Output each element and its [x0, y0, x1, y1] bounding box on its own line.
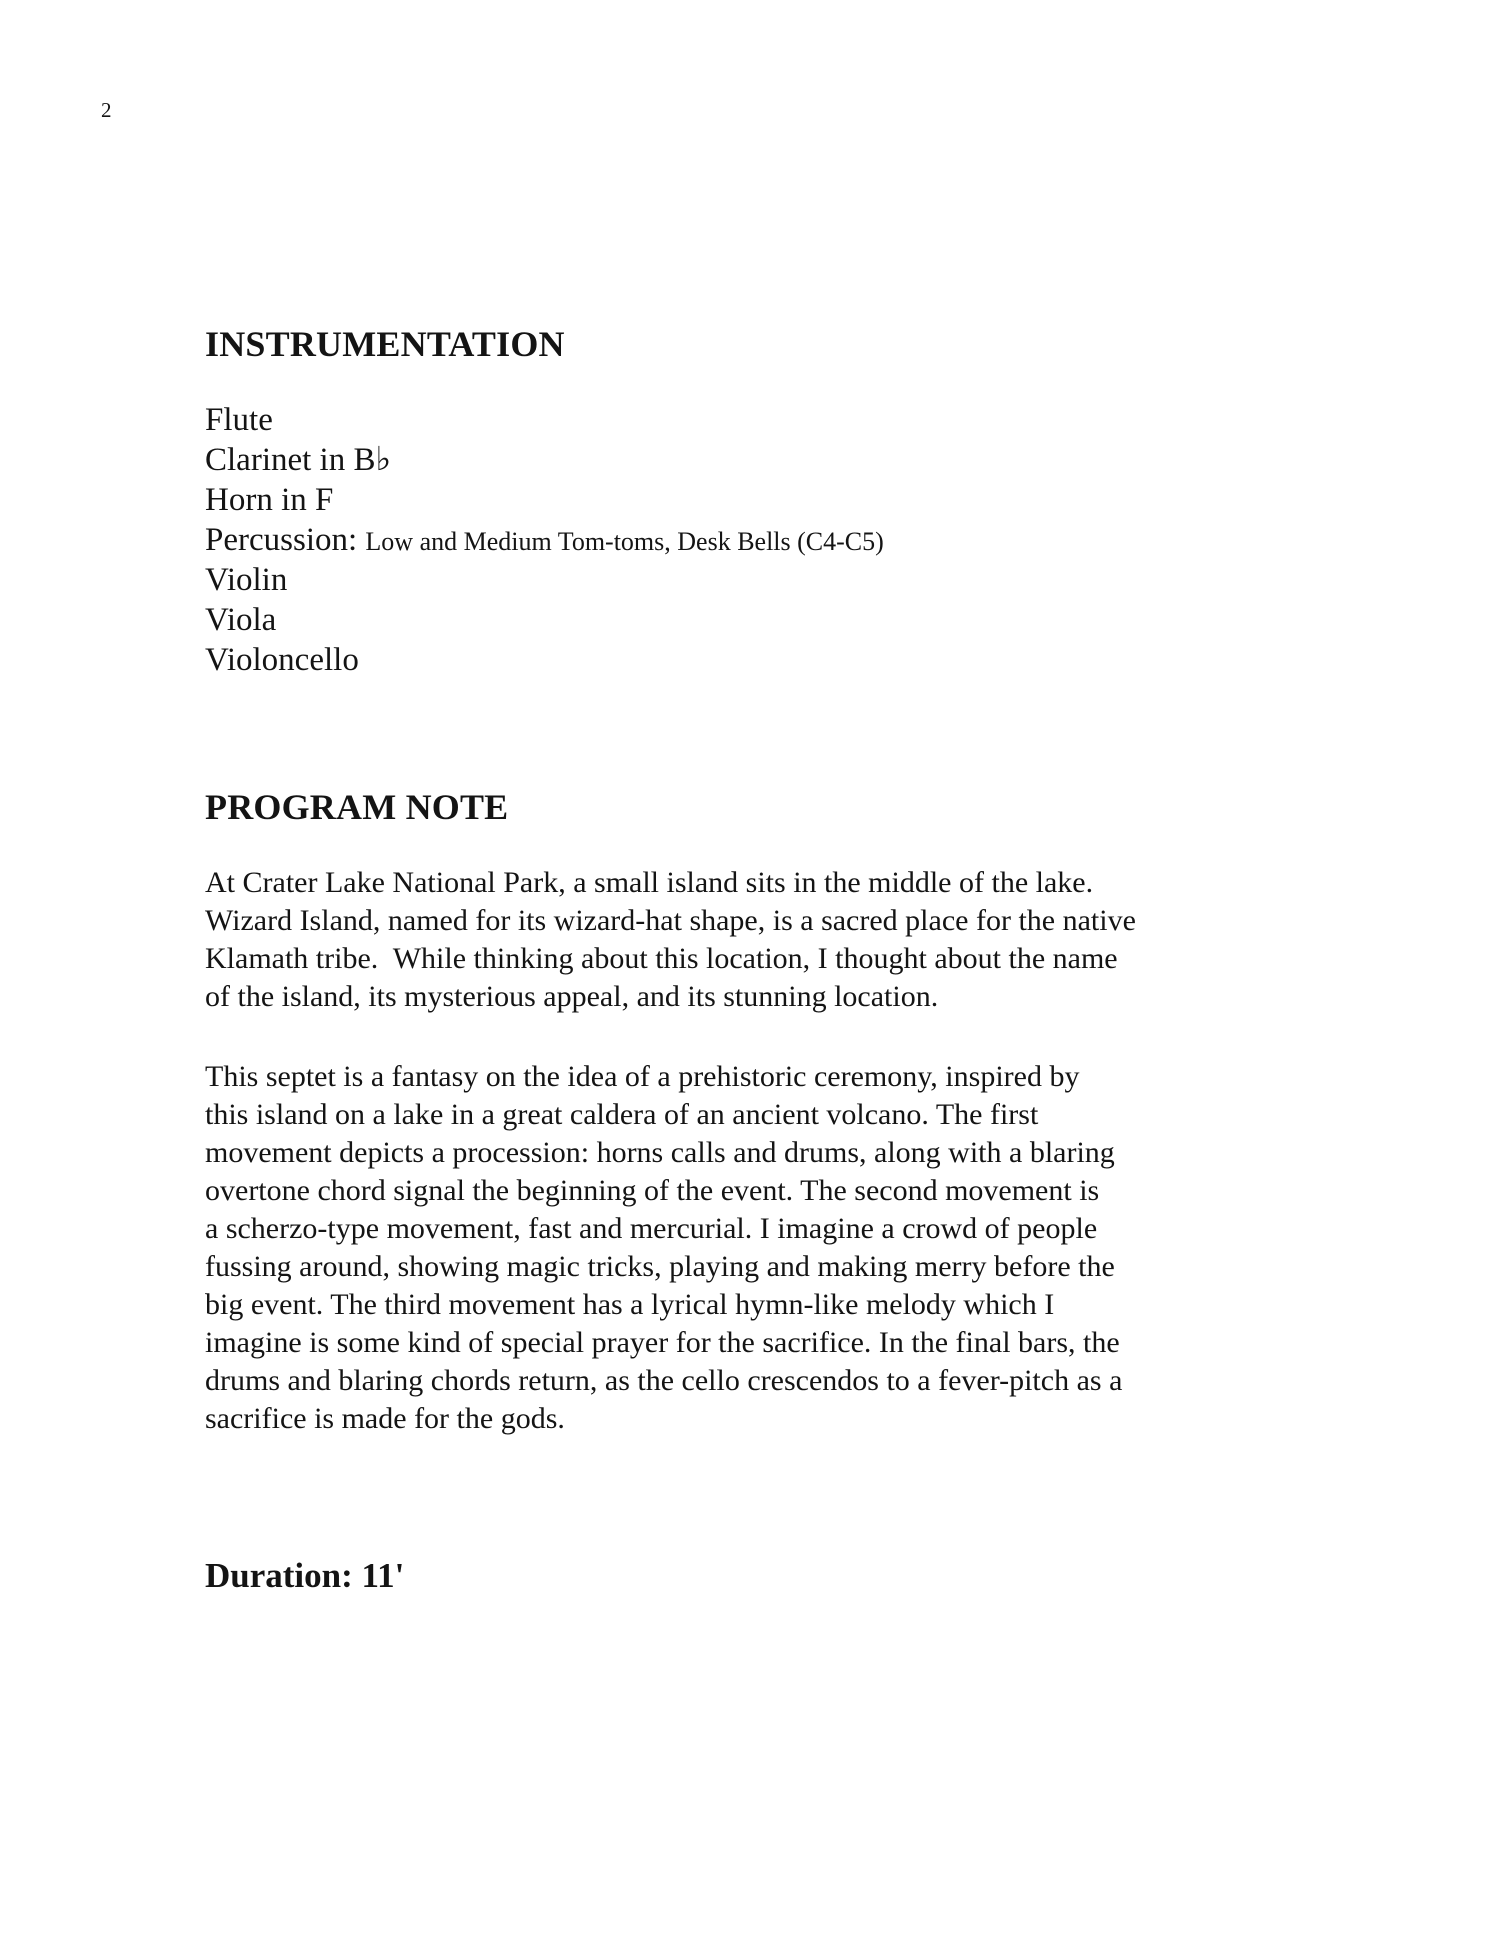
- instrument-detail: Low and Medium Tom-toms, Desk Bells (C4-C5): [365, 527, 884, 556]
- instrument-row-viola: [205, 600, 884, 640]
- instrument-row-percussion: [205, 520, 884, 560]
- instrument-row-horn: [205, 480, 884, 520]
- program-note-paragraph-2: This septet is a fantasy on the idea of a prehistoric ceremony, inspired by this island on a lake in a great caldera of an ancient volcano. The first movement depicts a procession: horns calls and drums, along with a blaring overtone chord signal the beginning of the event. The second movement is a scherzo-type movement, fast and mercurial. I imagine a crowd of people fussing around, showing magic tricks, playing and making merry before the big event. The third movement has a lyrical hymn-like melody which I imagine is some kind of special prayer for the sacrifice. In the final bars, the drums and blaring chords return, as the cello crescendos to a fever-pitch as a sacrifice is made for the gods.: [205, 1060, 1123, 1435]
- instrument-name: Violoncello: [205, 642, 359, 678]
- instrument-name: Viola: [205, 602, 277, 638]
- instrument-name: Percussion:: [205, 522, 366, 558]
- instrument-row-flute: [205, 400, 884, 440]
- duration-label: Duration: 11': [205, 1556, 405, 1595]
- instrument-row-violoncello: [205, 640, 884, 680]
- instrument-row-clarinet: [205, 440, 884, 480]
- page-number: 2: [101, 98, 112, 122]
- instrument-name: Clarinet in B♭: [205, 442, 392, 478]
- instrumentation-heading: INSTRUMENTATION: [205, 324, 565, 364]
- program-note-paragraph-1: At Crater Lake National Park, a small island sits in the middle of the lake. Wizard Island, named for its wizard-hat shape, is a sacred place for the native Klamath tribe. While thinking about this location, I thought about the name of the island, its mysterious appeal, and its stunning location.: [205, 866, 1136, 1013]
- instrument-list: [205, 400, 884, 680]
- instrument-row-violin: [205, 560, 884, 600]
- instrument-name: Horn in F: [205, 482, 334, 518]
- instrument-name: Violin: [205, 562, 288, 598]
- program-note-heading: PROGRAM NOTE: [205, 787, 509, 827]
- instrument-name: Flute: [205, 402, 273, 438]
